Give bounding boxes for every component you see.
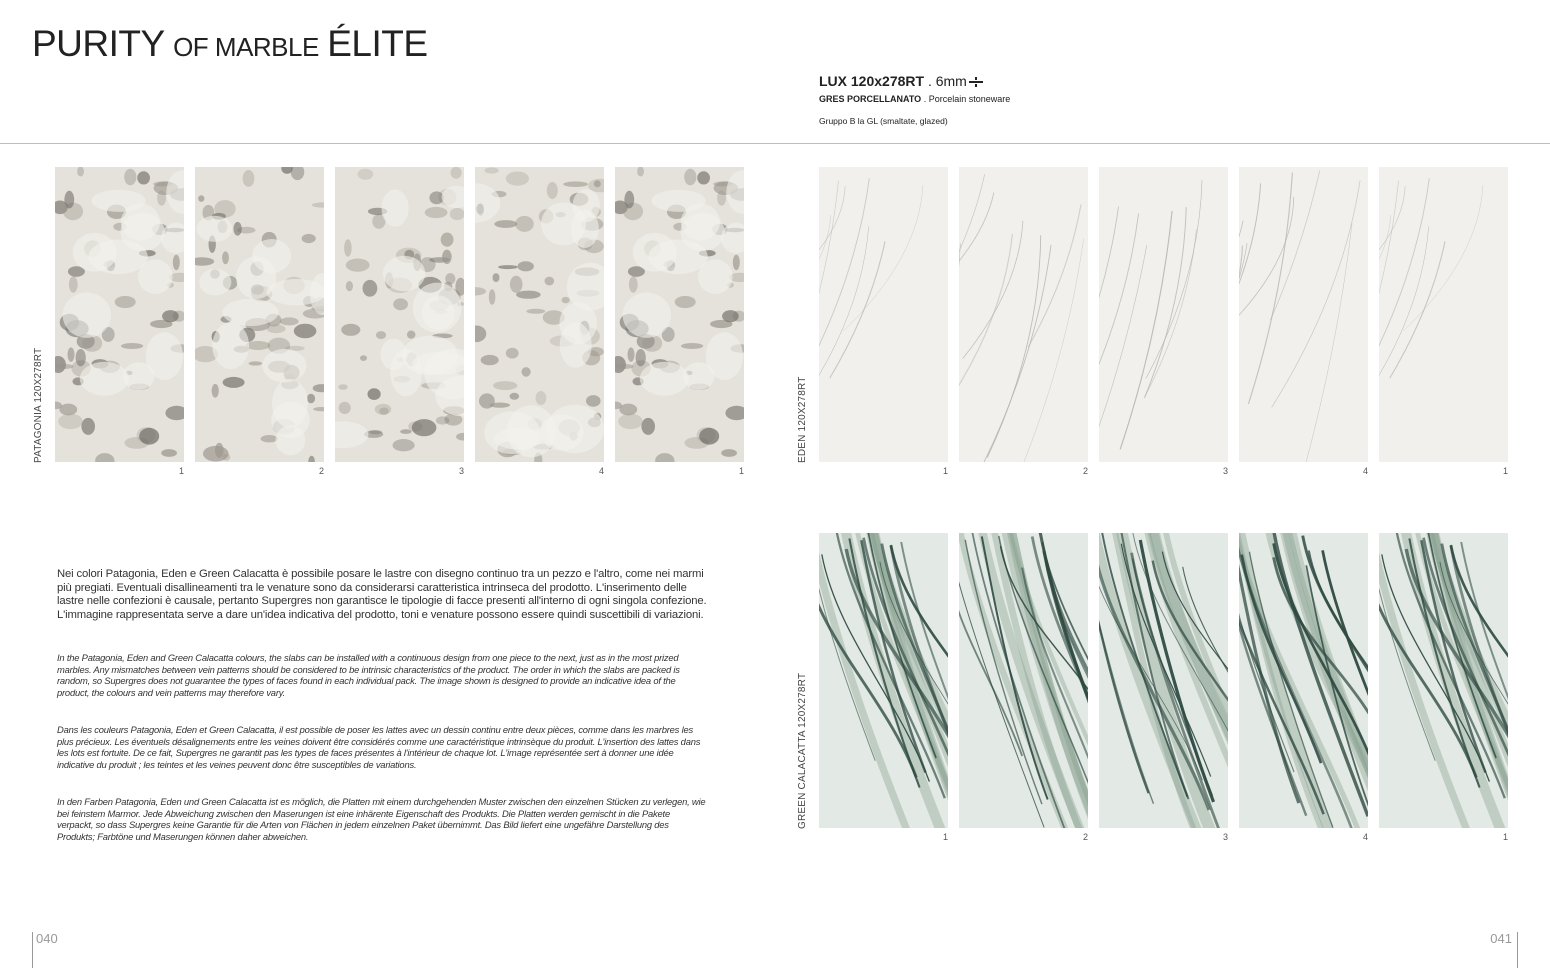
header-divider bbox=[0, 143, 1550, 144]
slab-green-calacatta-5 bbox=[1379, 533, 1508, 828]
slab-green-calacatta-3 bbox=[1099, 533, 1228, 828]
slab-number: 3 bbox=[458, 466, 464, 476]
title-part-1: PURITY bbox=[32, 23, 165, 64]
slab-patagonia-1 bbox=[55, 167, 184, 462]
page-number-right: 041 bbox=[1490, 932, 1518, 968]
slab-green-calacatta-2 bbox=[959, 533, 1088, 828]
spec-group: Gruppo B la GL (smaltate, glazed) bbox=[819, 116, 948, 126]
spec-format-rest: . 6mm bbox=[924, 73, 967, 89]
slab-number: 4 bbox=[598, 466, 604, 476]
spec-material-rest: . Porcelain stoneware bbox=[921, 94, 1011, 104]
series-label-eden: EDEN 120X278RT bbox=[797, 376, 808, 463]
slab-eden-3 bbox=[1099, 167, 1228, 462]
product-spec bbox=[819, 72, 1239, 127]
slab-patagonia-2 bbox=[195, 167, 324, 462]
slab-number: 1 bbox=[1502, 832, 1508, 842]
spec-material bbox=[819, 92, 1239, 106]
text-french: Dans les couleurs Patagonia, Eden et Green Calacatta, il est possible de poser les lattes avec un dessin continu entre deux pièces, comme dans les marbres les plus précieux. Les éventuels désalignements entre les veines doivent être considérés comme une caractéristique intrinsèque du produit. L'insertion des lattes dans les lots est fortuite. De ce fait, Supergres ne garantit pas les types de faces présentes à l'intérieur de chaque lot. L'image représentée sert à donner une idée indicative du produit ; les teintes et les veines peuvent donc être susceptibles de variations. bbox=[57, 724, 701, 770]
text-italian: Nei colori Patagonia, Eden e Green Calacatta è possibile posare le lastre con disegno continuo tra un pezzo e l'altro, come nei marmi più pregiati. Eventuali disallineamenti tra le venature sono da considerarsi caratteristica intrinseca del prodotto. L'inserimento delle lastre nelle confezioni è causale, pertanto Supergres non garantisce le tipologie di facce presenti all'interno di ogni singola confezione. L'immagine rappresentata serve a dare un'idea indicativa del prodotto, toni e venature possono essere quindi suscettibili di variazioni. bbox=[57, 568, 707, 621]
slab-eden-1 bbox=[819, 167, 948, 462]
slab-number: 3 bbox=[1222, 466, 1228, 476]
slab-number: 2 bbox=[318, 466, 324, 476]
slab-number: 2 bbox=[1082, 466, 1088, 476]
slab-number: 1 bbox=[942, 466, 948, 476]
slab-eden-2 bbox=[959, 167, 1088, 462]
slab-patagonia-5 bbox=[615, 167, 744, 462]
spec-format-bold: LUX 120x278RT bbox=[819, 73, 925, 89]
slab-eden-4 bbox=[1239, 167, 1368, 462]
series-label-green-calacatta: GREEN CALACATTA 120X278RT bbox=[797, 672, 808, 829]
slab-number: 3 bbox=[1222, 832, 1228, 842]
slab-number: 1 bbox=[178, 466, 184, 476]
slab-patagonia-3 bbox=[335, 167, 464, 462]
page-title bbox=[32, 20, 428, 71]
text-german: In den Farben Patagonia, Eden und Green Calacatta ist es möglich, die Platten mit einem durchgehenden Muster zwischen den einzelnen Stücken zu verlegen, wie bei feinstem Marmor. Jede Abweichung zwischen den Maserungen ist eine inhärente Eigenschaft des Produkts. Die Platten werden gemischt in die Pakete verpackt, so dass Supergres keine Garantie für die Arten von Flächen in jedem einzelnen Paket übernimmt. Das Bild liefert eine ungefähre Darstellung des Produkts; Farbtöne und Maserungen können daher abweichen. bbox=[57, 796, 706, 842]
slab-eden-5 bbox=[1379, 167, 1508, 462]
slab-number: 4 bbox=[1362, 832, 1368, 842]
slab-number: 1 bbox=[1502, 466, 1508, 476]
text-english: In the Patagonia, Eden and Green Calacatta colours, the slabs can be installed with a continuous design from one piece to the next, just as in the most prized marbles. Any mismatches between vein patterns should be considered to be intrinsic characteristics of the product. The order in which the slabs are packed is random, so Supergres does not guarantee the types of faces found in each individual pack. The image shown is designed to provide an indicative idea of the product, the colours and vein patterns may therefore vary. bbox=[57, 652, 680, 698]
slab-green-calacatta-1 bbox=[819, 533, 948, 828]
slab-number: 1 bbox=[942, 832, 948, 842]
title-part-2: OF MARBLE bbox=[173, 32, 319, 62]
page-number-left: 040 bbox=[32, 932, 58, 968]
thickness-icon bbox=[969, 76, 983, 88]
series-label-patagonia: PATAGONIA 120X278RT bbox=[33, 347, 44, 463]
slab-number: 1 bbox=[738, 466, 744, 476]
spec-format bbox=[819, 72, 1239, 90]
slab-number: 2 bbox=[1082, 832, 1088, 842]
slab-number: 4 bbox=[1362, 466, 1368, 476]
spec-material-bold: GRES PORCELLANATO bbox=[819, 94, 922, 104]
title-part-3: ÉLITE bbox=[327, 23, 428, 64]
slab-patagonia-4 bbox=[475, 167, 604, 462]
slab-green-calacatta-4 bbox=[1239, 533, 1368, 828]
